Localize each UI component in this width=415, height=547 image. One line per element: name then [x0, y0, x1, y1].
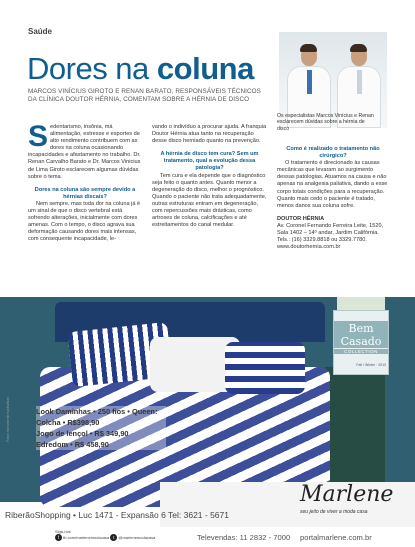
- clinic-website: www.doutorhernia.com.br: [277, 244, 341, 251]
- question-3: Como é realizado o tratamento não cirúrgico?: [286, 146, 380, 160]
- dropcap: S: [28, 120, 49, 153]
- subhead: MARCOS VINÍCIUS GIROTO E RENAN BARATO, RESPONSÁVEIS TÉCNICOS DA CLÍNICA DOUTOR HÉRNIA, COMENTAM SOBRE A HÉRNIA DE DISCO: [28, 88, 261, 103]
- facebook-link[interactable]: fb.com/marlenemodacasa: [63, 535, 110, 540]
- question-1: Dores na coluna são sempre devido a hérnias discais?: [34, 186, 136, 200]
- price-line-2: Colcha • R$398,90: [36, 418, 100, 427]
- headline-bold: coluna: [156, 51, 254, 86]
- answer-1: Nem sempre, mas toda dor na coluna já é um sinal de que o disco vertebral está sofrendo alterações, inicialmente com dores amenas. Com o tempo, o disco agrava sua deformação causando dores mais intensas, com consequente incapacidade, le-: [28, 200, 141, 243]
- column-3: [277, 146, 389, 251]
- logo-bem: Bem: [334, 321, 388, 336]
- intro-paragraph: edentarismo, insônia, má alimentação, estresse e esportes de alto rendimento contribuem com as dores na coluna ocasionando incapacidades e afastamento no trabalho. Dr. Renan Carvalho Barato e Dr. Marcos Vinicius de Lima Giroto esclarecem algumas dúvidas sobre o tema.: [28, 124, 141, 180]
- logo-season: Fall / Winter · 2013: [356, 363, 386, 367]
- section-label: Saúde: [28, 27, 53, 36]
- clinic-address-1: Av. Coronel Fernando Ferreira Leite, 1520,: [277, 222, 384, 229]
- answer-1-continued: vando o indivíduo a procurar ajuda. A franquia Doutor Hérnia atua tanto na recuperação desse disco herniado quanto na prevenção.: [152, 124, 267, 145]
- televendas-phone: Televendas: 11 2832 - 7000: [197, 533, 291, 542]
- price-line-4: Edredom • R$ 458,90: [36, 440, 109, 449]
- answer-3: O tratamento é direcionado às causas mecânicas que levaram ao surgimento dessas patologias. Atuamos na causa e não apenas na analgesia paliativa, dando a esse corpo totais condições para a recuperação. Quanto mais cedo o paciente é tratado, menos danos sua coluna sofre.: [277, 160, 388, 209]
- answer-2: Tem cura e ela depende que o diagnóstico seja feito o quanto antes. Quanto menor a degeneração do disco, melhor o prognóstico. Quando o paciente não trata adequadamente, outras estruturas entram em degeneração, com repercussões mais drásticas, como artroses de coluna, calcificações e até estreitamentos do canal medular.: [152, 172, 267, 229]
- social-label: Siga-nos: [55, 529, 71, 534]
- headline-light: Dores na: [27, 51, 149, 86]
- clinic-phone: Tels.: (16) 3329.8818 ou 3329.7780.: [277, 237, 367, 244]
- bem-casado-logo: [333, 310, 389, 375]
- clinic-address-2: Sala 1402 – 14º andar, Jardim Califórnia.: [277, 230, 379, 237]
- price-line-3: Jogo de lençol • R$ 349,90: [36, 429, 129, 438]
- logo-casado: Casado: [334, 335, 388, 348]
- column-1: [28, 120, 142, 244]
- photo-caption: Os especialistas Marcos Vinícius e Renan esclarecem dúvidas sobre a hérnia de disco: [277, 113, 374, 132]
- clinic-name: DOUTOR HÉRNIA: [277, 215, 325, 222]
- photo-credit: Fotos meramente ilustrativas: [6, 397, 10, 442]
- column-2: [152, 124, 267, 229]
- facebook-icon: f: [55, 534, 62, 541]
- advertisement: [0, 297, 415, 547]
- pillow-striped-horizontal: [225, 342, 305, 394]
- twitter-icon: t: [110, 534, 117, 541]
- bedside-table: [325, 367, 385, 482]
- marlene-website[interactable]: portalmarlene.com.br: [300, 533, 372, 542]
- marlene-tagline: seu jeito de viver a moda casa: [300, 509, 368, 515]
- price-line-1: Look Daminhas • 250 fios • Queen:: [36, 407, 158, 416]
- headline: [27, 53, 254, 84]
- price-list: [36, 406, 166, 450]
- question-2: A hérnia de disco tem cura? Sem um tratamento, qual a evolução dessa patologia?: [160, 151, 259, 172]
- marlene-logo: Marlene: [300, 482, 394, 507]
- store-info: RiberãoShopping • Luc 1471 - Expansão 6 Tel: 3621 - 5671: [5, 510, 229, 520]
- twitter-link[interactable]: @marlenemodacasa: [118, 535, 156, 540]
- social-links: [55, 529, 155, 541]
- logo-collection: COLLECTION: [334, 349, 388, 354]
